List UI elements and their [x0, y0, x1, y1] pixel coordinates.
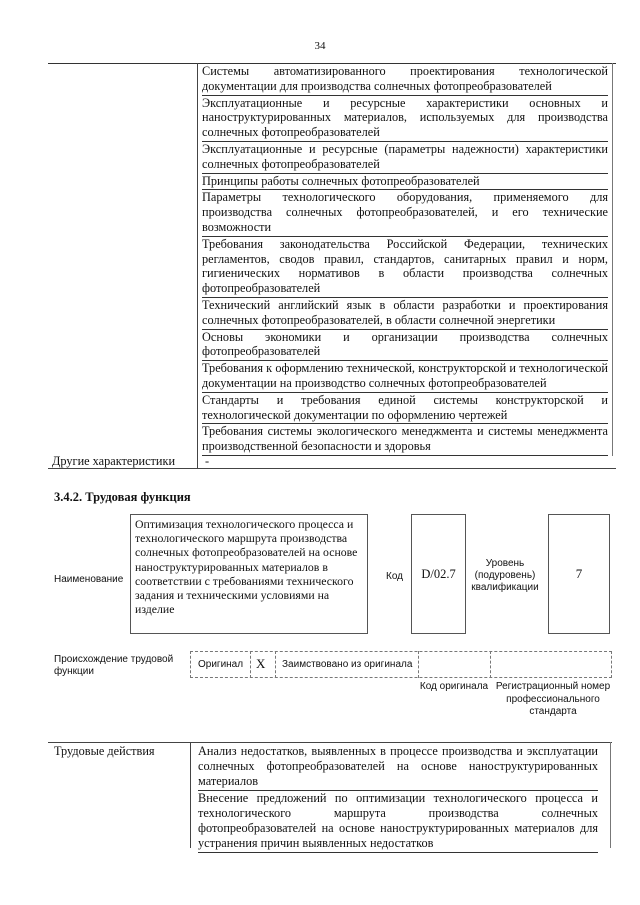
function-name-value: Оптимизация технологического процесса и технологического маршрута производства солнечных фотопреобразователей на основе наноструктурированных материалов в соответствии с требованиями технического задания и техническими условиями на изделие	[130, 514, 368, 634]
origin-label: Происхождение трудовой функции	[54, 654, 174, 677]
table-column-divider	[197, 63, 198, 468]
origin-divider	[490, 651, 491, 678]
origin-original-label: Оригинал	[198, 659, 244, 670]
function-name-label: Наименование	[54, 574, 124, 585]
other-characteristics-row	[48, 454, 616, 469]
knowledge-item: Системы автоматизированного проектирования технологической документации для производства солнечных фотопреобразователей	[202, 64, 608, 96]
knowledge-item: Принципы работы солнечных фотопреобразователей	[202, 174, 608, 191]
knowledge-item: Требования системы экологического менеджмента и системы менеджмента производственной безопасности и здоровья	[202, 424, 608, 456]
knowledge-item: Параметры технологического оборудования, применяемого для производства солнечных фотопреобразователей, и его технические возможности	[202, 190, 608, 236]
origin-registration-caption: Регистрационный номер профессионального стандарта	[495, 681, 611, 717]
table-right-border	[612, 63, 613, 456]
page-number: 34	[314, 40, 326, 52]
labor-actions-right-border	[610, 742, 611, 848]
labor-action-item: Анализ недостатков, выявленных в процессе производства и эксплуатации солнечных фотопреобразователей на основе наноструктурированных материалов	[198, 744, 598, 791]
other-characteristics-label: Другие характеристики	[52, 454, 176, 468]
labor-actions-divider	[190, 742, 191, 848]
knowledge-item: Стандарты и требования единой системы конструкторской и технологической документации по оформлению чертежей	[202, 393, 608, 425]
section-title: 3.4.2. Трудовая функция	[54, 490, 191, 504]
function-code-label: Код	[386, 571, 404, 582]
knowledge-item: Основы экономики и организации производства солнечных фотопреобразователей	[202, 330, 608, 362]
knowledge-item: Технический английский язык в области разработки и проектирования солнечных фотопреобразователей, в области солнечной энергетики	[202, 298, 608, 330]
qualification-level-label: Уровень (подуровень) квалификации	[471, 558, 539, 593]
origin-divider	[275, 651, 276, 678]
labor-action-item: Внесение предложений по оптимизации технологического процесса и технологического маршрута производства солнечных фотопреобразователей на основе наноструктурированных материалов для устранения причин выявленных недостатков	[198, 791, 598, 853]
function-code-value: D/02.7	[411, 514, 466, 634]
origin-code-caption: Код оригинала	[419, 681, 489, 692]
knowledge-list	[202, 64, 608, 456]
labor-actions-label: Трудовые действия	[54, 744, 155, 758]
knowledge-item: Требования законодательства Российской Федерации, технических регламентов, сводов правил, стандартов, санитарных правил и норм, гигиенических нормативов в области производства солнечных фотопреобразователей	[202, 237, 608, 298]
origin-borrowed-label: Заимствовано из оригинала	[282, 659, 413, 670]
qualification-level-value: 7	[548, 514, 610, 634]
knowledge-item: Эксплуатационные и ресурсные характеристики основных и наноструктурированных материалов, используемых для производства солнечных фотопреобразователей	[202, 96, 608, 142]
knowledge-item: Эксплуатационные и ресурсные (параметры надежности) характеристики солнечных фотопреобразователей	[202, 142, 608, 174]
labor-actions-top-border	[48, 742, 612, 743]
origin-divider	[250, 651, 251, 678]
origin-original-mark: X	[256, 656, 266, 671]
origin-divider	[418, 651, 419, 678]
labor-actions-list	[198, 744, 598, 853]
knowledge-item: Требования к оформлению технической, конструкторской и технологической документации на производство солнечных фотопреобразователей	[202, 361, 608, 393]
other-characteristics-value: -	[205, 454, 210, 468]
